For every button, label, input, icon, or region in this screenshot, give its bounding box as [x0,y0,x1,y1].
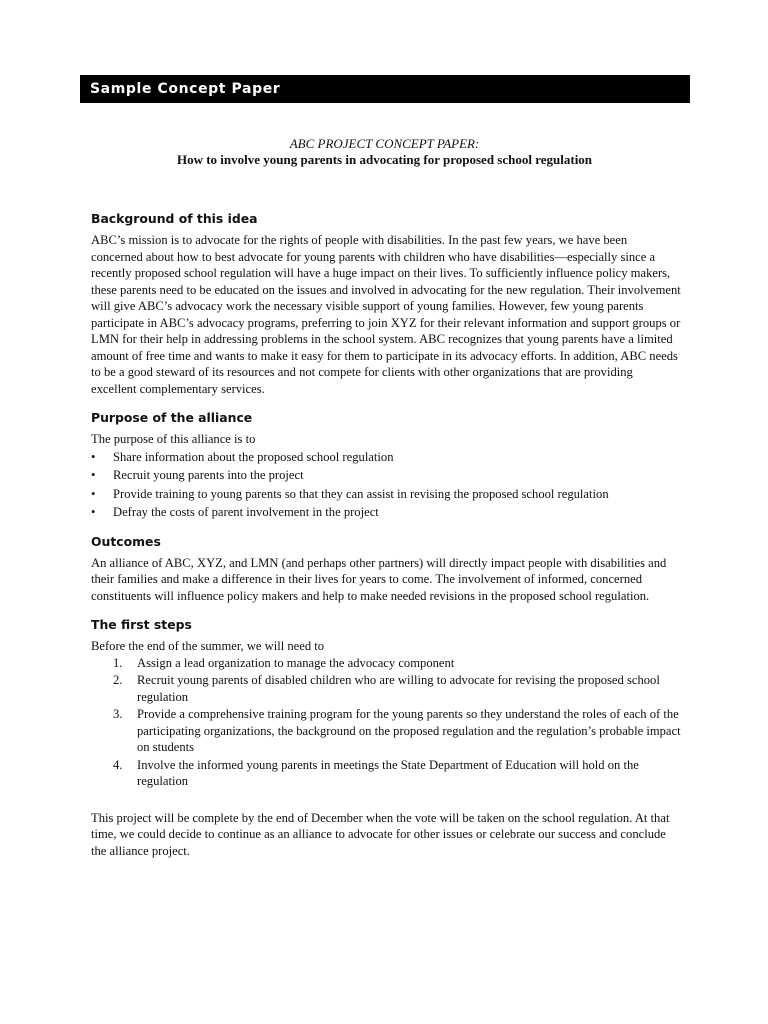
list-item-text: Provide training to young parents so that they can assist in revising the proposed school regulation [113,486,609,501]
bullet-icon: • [91,468,96,482]
outcomes-heading: Outcomes [91,533,161,549]
list-item-text: Assign a lead organization to manage the advocacy component [137,655,455,670]
document-title [91,136,678,168]
list-item [91,757,681,790]
step-number: 4. [113,757,123,772]
closing-paragraph: This project will be complete by the end of December when the vote will be taken on the school regulation. At that time, we could decide to continue as an alliance to advocate for other issues or celebrate our success and conclude the alliance project. [91,810,670,858]
step-number: 1. [113,655,123,670]
outcomes-paragraph: An alliance of ABC, XYZ, and LMN (and perhaps other partners) will directly impact people with disabilities and their families and make a difference in their lives for years to come. The involvement of informed, concerned constituents will influence policy makers and help to make needed revisions in the proposed school regulation. [91,555,667,603]
list-item-text: Involve the informed young parents in meetings the State Department of Education will hold on the regulation [137,757,639,788]
list-item [91,467,681,484]
steps-heading: The first steps [91,617,192,632]
list-item-text: Defray the costs of parent involvement in the project [113,505,379,519]
bullet-icon: • [91,449,96,464]
list-item [91,449,681,466]
list-item [91,706,681,756]
background-paragraph: ABC’s mission is to advocate for the rights of people with disabilities. In the past few years, we have been concerned about how to best advocate for young parents with children who have disabilities—especially since a recently proposed school regulation will have a huge impact on their lives. To sufficiently influence policy makers, these parents need to be educated on the issues and involved in advocating for the new regulation. Their involvement will give ABC’s advocacy work the necessary visible support of young families. However, few young parents participate in ABC’s advocacy programs, preferring to join XYZ for their relevant information and support groups or LMN for their help in addressing problems in the school system. ABC recognizes that young parents have a limited amount of free time and wants to make it easy for them to participate in its advocacy efforts. In addition, ABC needs to be a good steward of its resources and not compete for clients with other organizations that are providing excellent complementary services. [91,233,681,396]
background-section [91,210,681,397]
list-item [91,672,681,705]
list-item-text: Recruit young parents into the project [113,468,304,482]
list-item-text: Provide a comprehensive training program for the young parents so they understand the roles of each of the participating organizations, the background on the proposed regulation and the regulation’s probable impact on students [137,707,681,754]
purpose-heading: Purpose of the alliance [91,410,253,425]
step-number: 3. [113,707,123,721]
outcomes-section [91,533,681,605]
bullet-icon: • [91,505,96,519]
list-item-text: Share information about the proposed school regulation [113,449,394,464]
document-body [91,210,681,871]
bullet-icon: • [91,486,96,501]
steps-section [91,616,681,859]
purpose-list [91,449,681,521]
title-line-1: ABC PROJECT CONCEPT PAPER: [289,136,480,151]
list-item-text: Recruit young parents of disabled children who are willing to advocate for revising the proposed school regulation [137,673,660,704]
title-line-2: How to involve young parents in advocating for proposed school regulation [176,152,593,167]
step-number: 2. [113,673,123,687]
purpose-section [91,409,681,521]
background-heading: Background of this idea [91,211,258,226]
steps-list [91,655,681,790]
list-item [91,486,681,503]
steps-intro: Before the end of the summer, we will need to [91,639,325,653]
banner-title: Sample Concept Paper [80,75,690,103]
list-item [91,504,681,521]
list-item [91,655,681,672]
purpose-intro: The purpose of this alliance is to [91,432,256,446]
